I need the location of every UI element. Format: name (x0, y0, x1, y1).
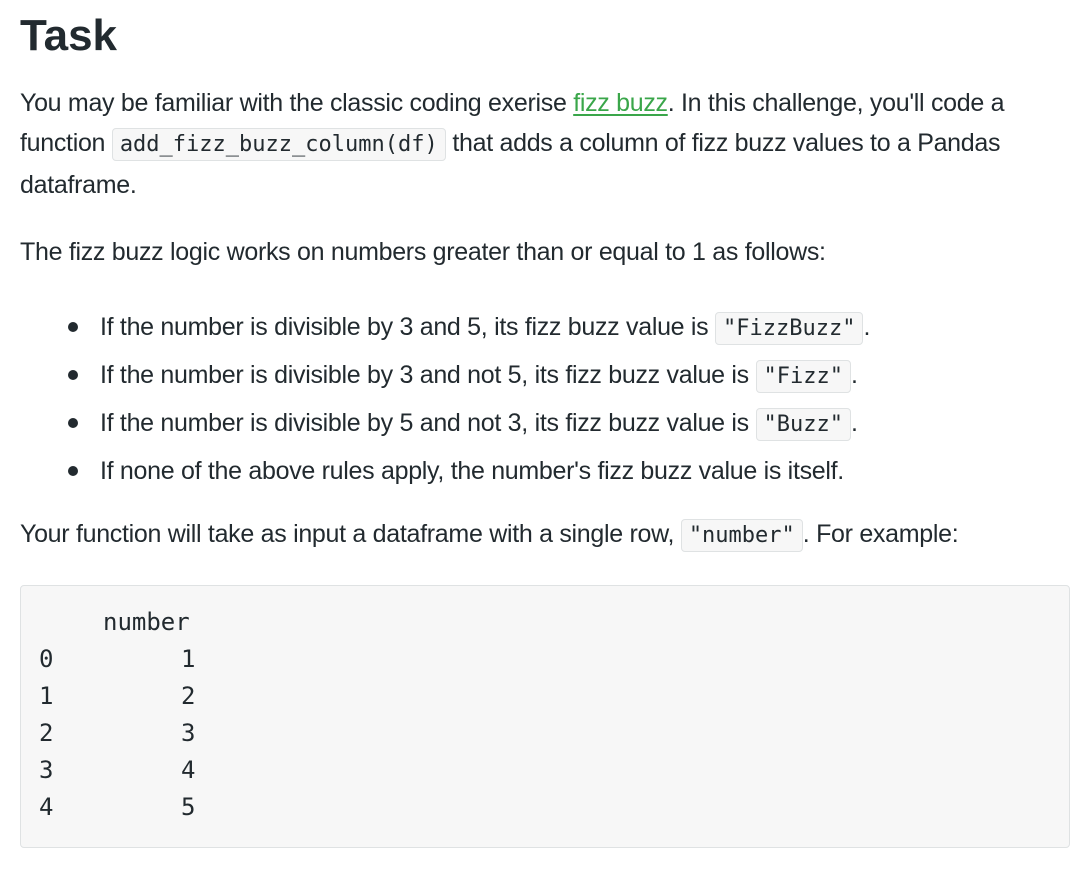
rule-text: If the number is divisible by 5 and not 3, its fizz buzz value is (100, 409, 756, 437)
rules-list (60, 304, 1060, 494)
intro-text-middle: . In this challenge, you'll code a function (20, 89, 1005, 157)
row-value: 4 (181, 756, 196, 784)
rule-value-code: "FizzBuzz" (715, 312, 863, 345)
column-header: number (103, 608, 190, 636)
rule-text: If the number is divisible by 3 and not 5, its fizz buzz value is (100, 361, 756, 389)
dataframe-code-block (20, 585, 1070, 848)
list-item (60, 352, 1060, 400)
row-index: 3 (39, 756, 54, 784)
row-value: 3 (181, 719, 196, 747)
fizz-buzz-link[interactable]: fizz buzz (573, 89, 668, 117)
row-index: 1 (39, 682, 54, 710)
row-value: 1 (181, 645, 196, 673)
row-value: 5 (181, 793, 196, 821)
bullet-icon (68, 418, 78, 428)
rule-value-code: "Fizz" (756, 360, 851, 393)
bullet-icon (68, 466, 78, 476)
row-index: 2 (39, 719, 54, 747)
column-name-code: "number" (681, 519, 803, 552)
example-text-end: . For example: (802, 520, 959, 548)
rule-end: . (851, 409, 858, 437)
rule-text: If none of the above rules apply, the number's fizz buzz value is itself. (100, 457, 844, 485)
row-value: 2 (181, 682, 196, 710)
row-index: 4 (39, 793, 54, 821)
function-name-code: add_fizz_buzz_column(df) (112, 128, 446, 161)
bullet-icon (68, 322, 78, 332)
intro-paragraph (20, 83, 1072, 205)
list-item (60, 400, 1060, 448)
page-title: Task (20, 11, 118, 60)
intro-text-end: that adds a column of fizz buzz values to a Pandas dataframe. (20, 129, 1001, 199)
row-index: 0 (39, 645, 54, 673)
example-intro-paragraph (20, 514, 1072, 556)
logic-intro-paragraph: The fizz buzz logic works on numbers greater than or equal to 1 as follows: (20, 238, 826, 266)
rule-value-code: "Buzz" (756, 408, 851, 441)
rule-end: . (851, 361, 858, 389)
bullet-icon (68, 370, 78, 380)
intro-text-start: You may be familiar with the classic coding exerise (20, 89, 574, 117)
rule-text: If the number is divisible by 3 and 5, its fizz buzz value is (100, 313, 716, 341)
list-item (60, 448, 1060, 494)
example-text-start: Your function will take as input a dataframe with a single row, (20, 520, 681, 548)
list-item (60, 304, 1060, 352)
rule-end: . (863, 313, 871, 341)
